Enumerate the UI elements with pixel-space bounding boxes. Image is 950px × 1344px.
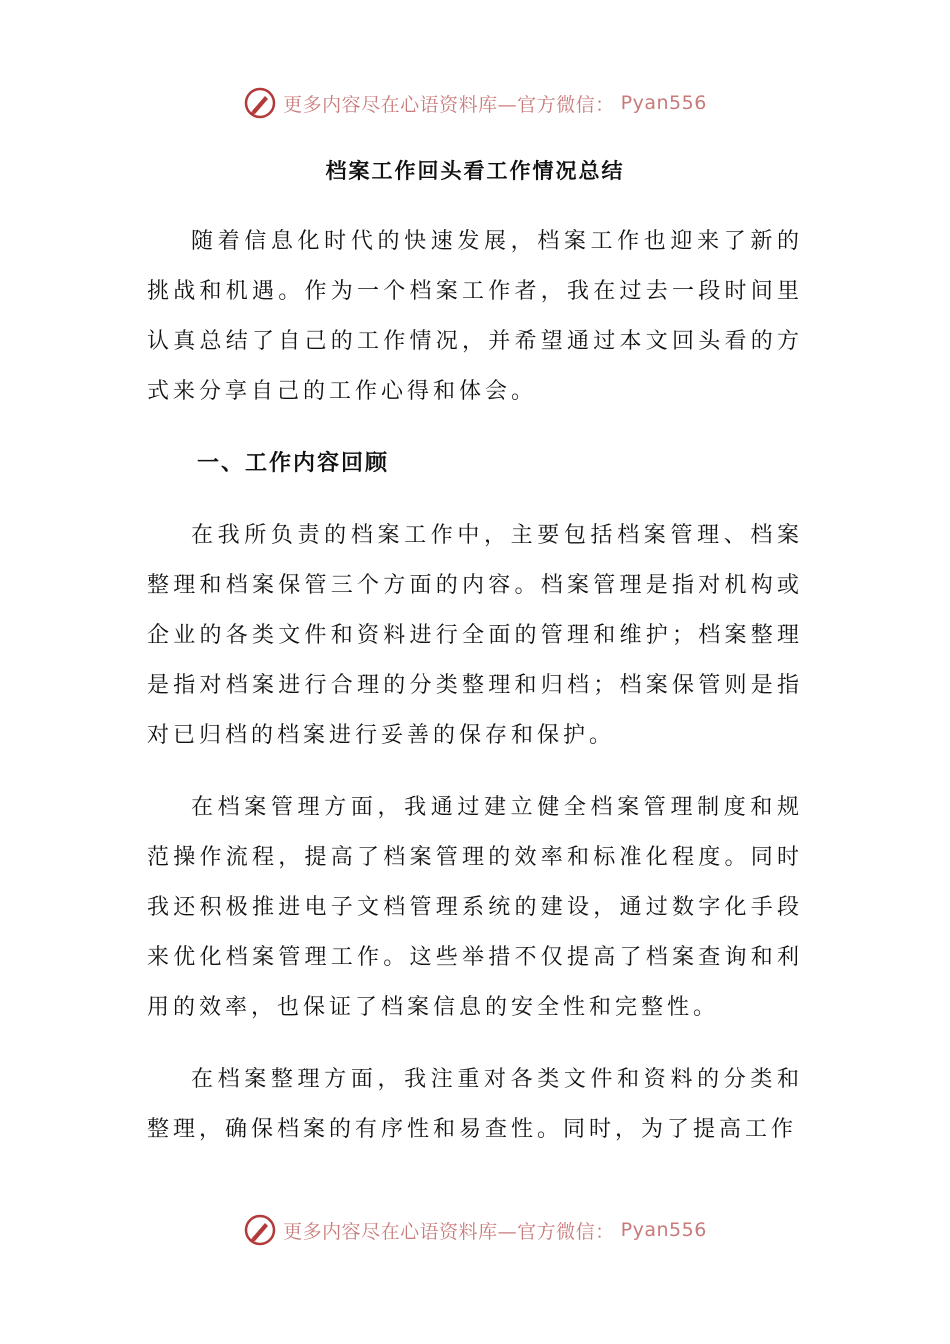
intro-paragraph: 随着信息化时代的快速发展，档案工作也迎来了新的挑战和机遇。作为一个档案工作者，我在过去一段时间里认真总结了自己的工作情况，并希望通过本文回头看的方式来分享自己的工作心得和体会。 (147, 229, 803, 404)
document-body (147, 217, 803, 1177)
paragraph-archive-management: 在档案管理方面，我通过建立健全档案管理制度和规范操作流程，提高了档案管理的效率和标准化程度。同时我还积极推进电子文档管理系统的建设，通过数字化手段来优化档案管理工作。这些举措不仅提高了档案查询和利用的效率，也保证了档案信息的安全性和完整性。 (147, 795, 803, 1020)
watermark-text: 更多内容尽在心语资料库—官方微信： (283, 93, 615, 116)
paragraph-archive-organizing: 在档案整理方面，我注重对各类文件和资料的分类和整理，确保档案的有序性和易查性。同时，为了提高工作 (147, 1067, 803, 1142)
paragraph-work-scope: 在我所负责的档案工作中，主要包括档案管理、档案整理和档案保管三个方面的内容。档案管理是指对机构或企业的各类文件和资料进行全面的管理和维护；档案整理是指对档案进行合理的分类整理和归档；档案保管则是指对已归档的档案进行妥善的保存和保护。 (147, 523, 803, 748)
pen-logo-icon (243, 86, 277, 120)
watermark-header (0, 86, 950, 120)
watermark-wechat-id: Pyan556 (620, 92, 707, 114)
pen-logo-icon (243, 1213, 277, 1247)
document-title: 档案工作回头看工作情况总结 (325, 159, 625, 183)
watermark-wechat-id: Pyan556 (620, 1219, 707, 1241)
watermark-text: 更多内容尽在心语资料库—官方微信： (283, 1220, 615, 1243)
section-heading-work-review: 一、工作内容回顾 (197, 451, 390, 476)
watermark-footer (0, 1213, 950, 1247)
